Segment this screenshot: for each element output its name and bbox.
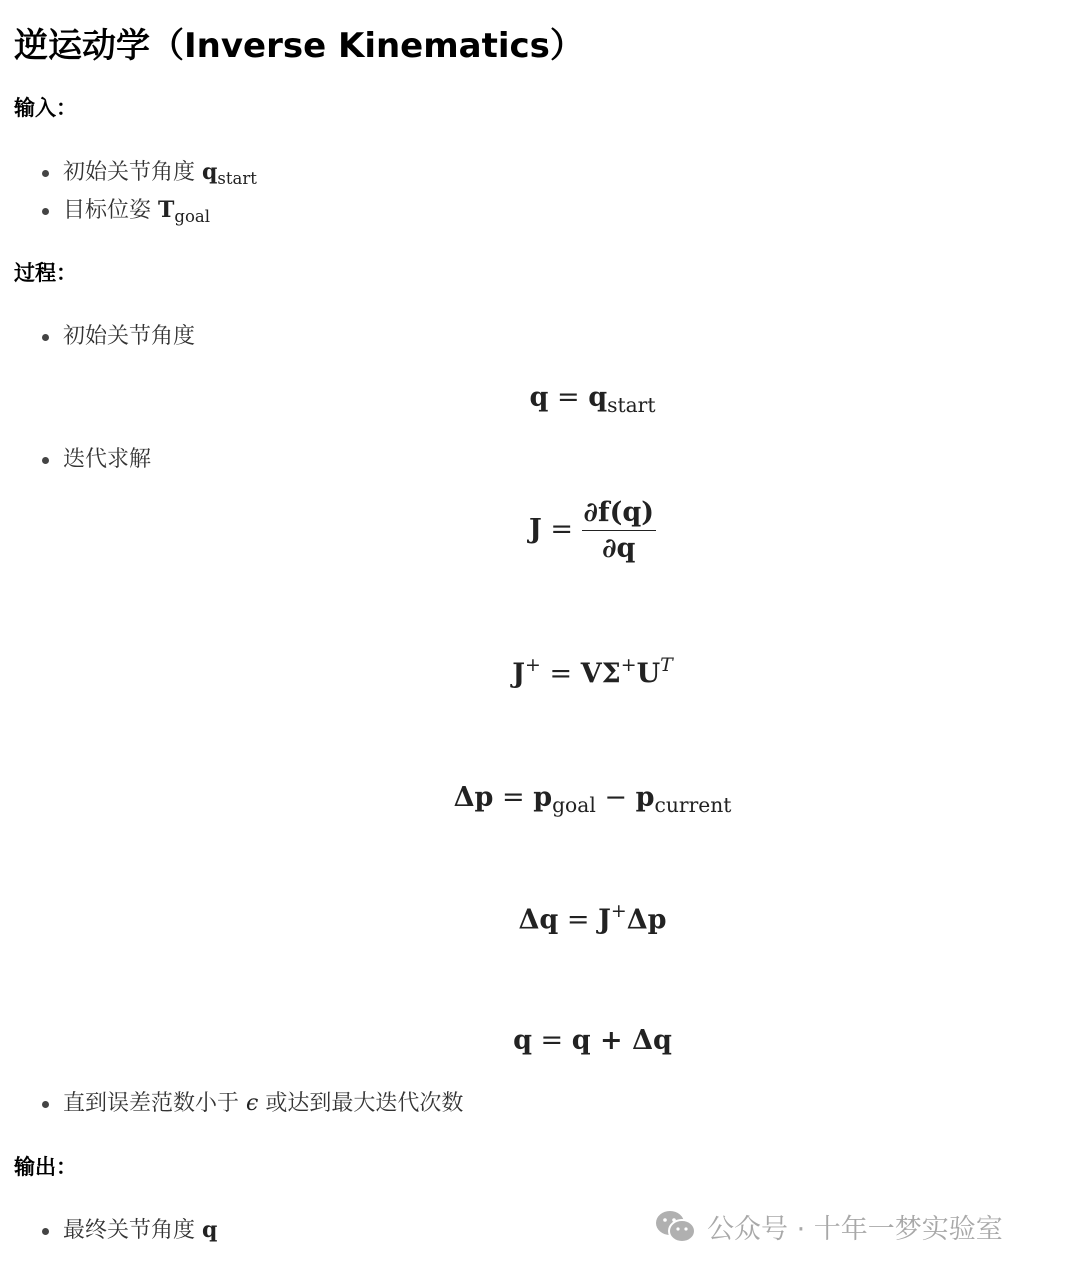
list-item: 目标位姿 $T_{goal}$ bbox=[42, 193, 210, 226]
equation-init: $q = q_{start}$ bbox=[529, 382, 656, 418]
list-item: 初始关节角度 $q_{start}$ bbox=[42, 155, 257, 188]
equation-delta-p: $\Delta p = p_{goal} - p_{current}$ bbox=[453, 782, 732, 818]
list-item: 迭代求解 bbox=[42, 442, 151, 473]
bullet-icon bbox=[42, 1228, 49, 1235]
process-heading: 过程： bbox=[14, 261, 77, 285]
list-item: 直到误差范数小于 ϵ 或达到最大迭代次数 bbox=[42, 1086, 463, 1117]
bullet-icon bbox=[42, 1101, 49, 1108]
watermark-text: 公众号 · 十年一梦实验室 bbox=[707, 1214, 1003, 1245]
bullet-icon bbox=[42, 208, 49, 215]
equation-pseudoinverse: $J^+ = V\Sigma^+U^T$ bbox=[512, 654, 673, 690]
equation-delta-q: Δq = J+Δp bbox=[518, 900, 667, 936]
equation-update: q = q + Δq bbox=[513, 1025, 672, 1056]
output-heading: 输出： bbox=[14, 1155, 77, 1179]
equation-jacobian: J = $\frac{\partial f(q)}{\partial q}$ bbox=[528, 497, 655, 564]
input-heading: 输入： bbox=[14, 96, 77, 120]
list-item: 初始关节角度 bbox=[42, 319, 195, 350]
page-title: 逆运动学（Inverse Kinematics） bbox=[14, 26, 584, 66]
bullet-icon bbox=[42, 170, 49, 177]
bullet-icon bbox=[42, 334, 49, 341]
bullet-icon bbox=[42, 457, 49, 464]
list-item: 最终关节角度 q bbox=[42, 1213, 217, 1244]
wechat-icon bbox=[655, 1209, 697, 1245]
watermark bbox=[655, 1207, 1003, 1246]
